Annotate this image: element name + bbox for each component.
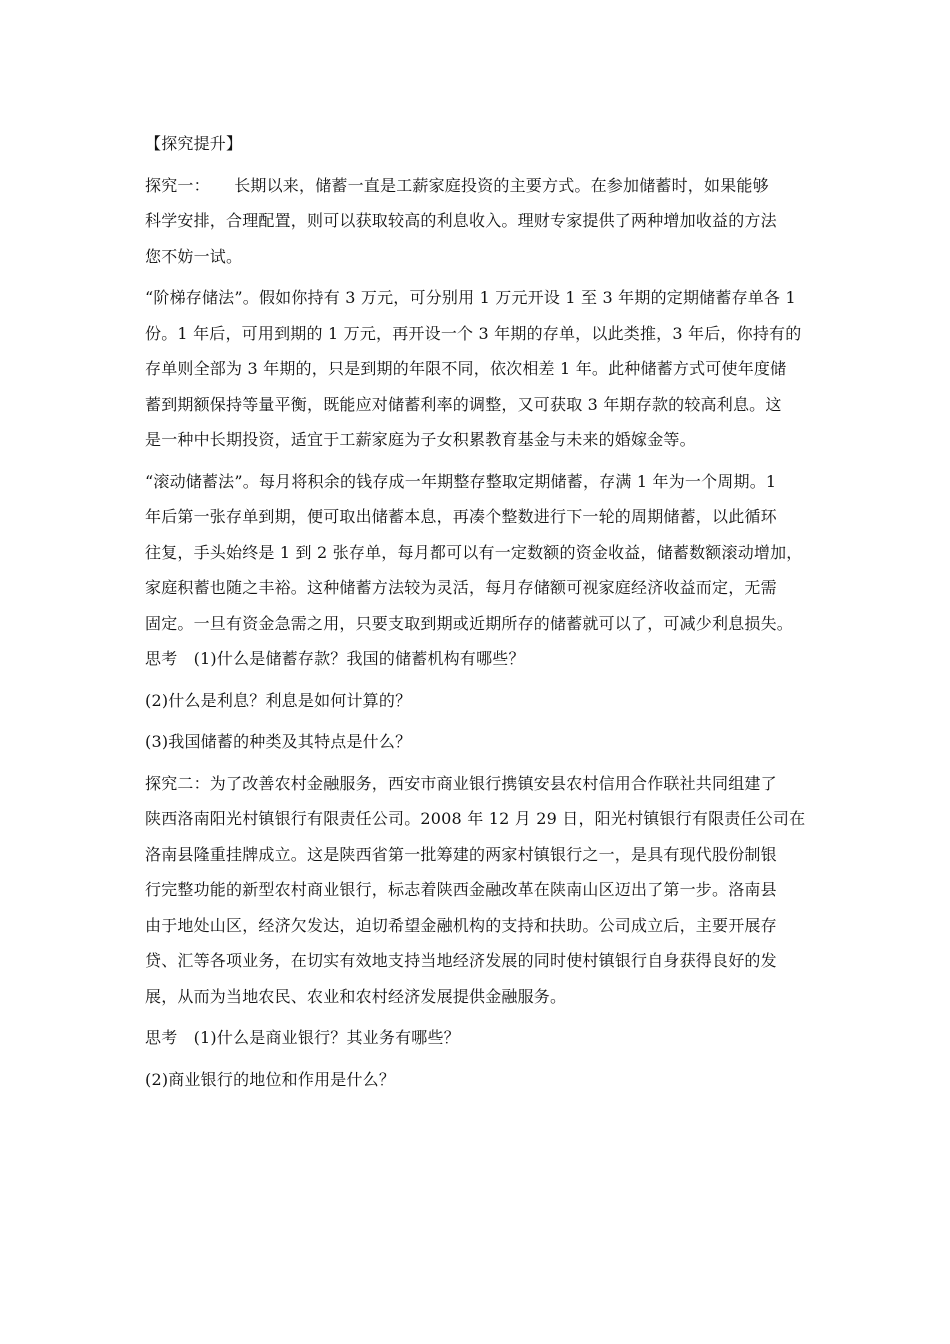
question-line: (3)我国储蓄的种类及其特点是什么？ bbox=[145, 732, 412, 751]
paragraph-line: 固定。一旦有资金急需之用，只要支取到期或近期所存的储蓄就可以了，可减少利息损失。 bbox=[145, 613, 794, 633]
inquiry-one-paragraph bbox=[145, 168, 811, 275]
question-line: 思考 (1)什么是商业银行？其业务有哪些？ bbox=[145, 1028, 460, 1047]
paragraph-line: 洛南县隆重挂牌成立。这是陕西省第一批筹建的两家村镇银行之一，是具有现代股份制银 bbox=[145, 844, 777, 864]
document-page bbox=[145, 126, 811, 1097]
question-line: 思考 (1)什么是储蓄存款？我国的储蓄机构有哪些？ bbox=[145, 649, 525, 668]
question-line: (2)商业银行的地位和作用是什么？ bbox=[145, 1069, 396, 1089]
paragraph-line: 陕西洛南阳光村镇银行有限责任公司。2008 年 12 月 29 日，阳光村镇银行有限责任公司在 bbox=[145, 809, 806, 828]
paragraph-line: 往复，手头始终是 1 到 2 张存单，每月都可以有一定数额的资金收益，储蓄数额滚动增加， bbox=[145, 542, 803, 562]
questions-two bbox=[145, 1020, 811, 1097]
paragraph-line: 行完整功能的新型农村商业银行，标志着陕西金融改革在陕南山区迈出了第一步。洛南县 bbox=[145, 880, 777, 899]
paragraph-line: 探究二：为了改善农村金融服务，西安市商业银行携镇安县农村信用合作联社共同组建了 bbox=[145, 773, 777, 793]
ladder-saving-paragraph bbox=[145, 280, 811, 458]
paragraph-line: 由于地处山区，经济欠发达，迫切希望金融机构的支持和扶助。公司成立后，主要开展存 bbox=[145, 915, 777, 935]
paragraph-line: 是一种中长期投资，适宜于工薪家庭为子女积累教育基金与未来的婚嫁金等。 bbox=[145, 430, 696, 449]
paragraph-line: 家庭积蓄也随之丰裕。这种储蓄方法较为灵活，每月存储额可视家庭经济收益而定，无需 bbox=[145, 578, 777, 597]
paragraph-line: “阶梯存储法”。假如你持有 3 万元，可分别用 1 万元开设 1 至 3 年期的定期储蓄存单各 1 bbox=[145, 288, 796, 307]
paragraph-line: 展，从而为当地农民、农业和农村经济发展提供金融服务。 bbox=[145, 986, 567, 1006]
paragraph-line: 份。1 年后，可用到期的 1 万元，再开设一个 3 年期的存单，以此类推，3 年后，你持有的 bbox=[145, 323, 802, 343]
paragraph-line: 年后第一张存单到期，便可取出储蓄本息，再凑个整数进行下一轮的周期储蓄，以此循环 bbox=[145, 507, 777, 526]
paragraph-line: 科学安排，合理配置，则可以获取较高的利息收入。理财专家提供了两种增加收益的方法 bbox=[145, 211, 777, 230]
paragraph-line: 蓄到期额保持等量平衡，既能应对储蓄利率的调整，又可获取 3 年期存款的较高利息。这 bbox=[145, 394, 782, 414]
question-line: (2)什么是利息？利息是如何计算的？ bbox=[145, 690, 412, 710]
inquiry-two-paragraph bbox=[145, 766, 811, 1015]
paragraph-line: 探究一： 长期以来，储蓄一直是工薪家庭投资的主要方式。在参加储蓄时，如果能够 bbox=[145, 175, 769, 195]
rolling-saving-paragraph bbox=[145, 464, 811, 642]
paragraph-line: 存单则全部为 3 年期的，只是到期的年限不同，依次相差 1 年。此种储蓄方式可使年度储 bbox=[145, 359, 787, 378]
questions-one bbox=[145, 641, 811, 760]
paragraph-line: 您不妨一试。 bbox=[145, 246, 243, 266]
paragraph-line: 贷、汇等各项业务，在切实有效地支持当地经济发展的同时使村镇银行自身获得良好的发 bbox=[145, 951, 777, 970]
section-title: 【探究提升】 bbox=[145, 134, 243, 153]
paragraph-line: “滚动储蓄法”。每月将积余的钱存成一年期整存整取定期储蓄，存满 1 年为一个周期。1 bbox=[145, 471, 777, 491]
